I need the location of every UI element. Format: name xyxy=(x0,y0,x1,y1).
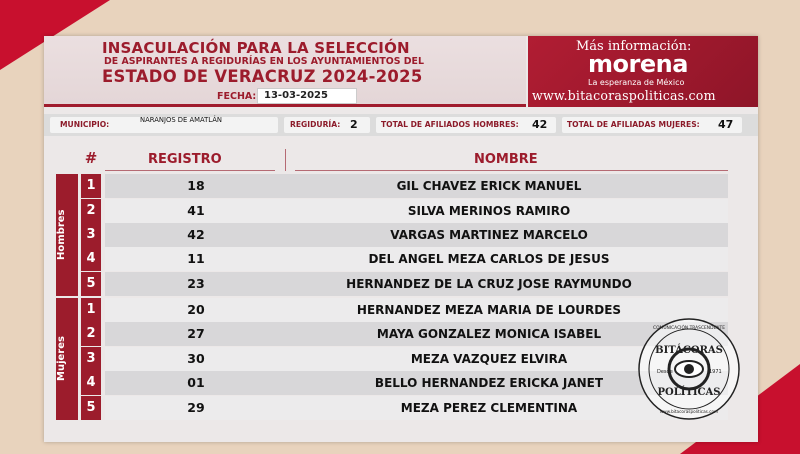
page-subtitle: DE ASPIRANTES A REGIDURÍAS EN LOS AYUNTAMIENTOS DEL xyxy=(104,56,424,67)
mujeres-total-value: 47 xyxy=(718,118,734,131)
table-row xyxy=(105,347,728,371)
municipio-label: MUNICIPIO: xyxy=(60,120,110,129)
registro-cell: 01 xyxy=(187,375,205,390)
group-label-mujeres: Mujeres xyxy=(56,336,67,382)
state-title: ESTADO DE VERACRUZ 2024-2025 xyxy=(102,67,423,86)
column-header-number: # xyxy=(84,149,98,167)
regiduria-field xyxy=(284,117,370,133)
mujeres-total-label: TOTAL DE AFILIADAS MUJERES: xyxy=(567,120,700,129)
group-mujeres xyxy=(56,298,78,420)
nombre-cell: HERNANDEZ MEZA MARIA DE LOURDES xyxy=(356,303,622,317)
row-number: 4 xyxy=(81,247,101,271)
municipio-value: NARANJOS DE AMATLÁN xyxy=(140,116,222,124)
group-hombres xyxy=(56,174,78,296)
registro-cell: 23 xyxy=(187,276,205,291)
group-label-hombres: Hombres xyxy=(56,209,67,261)
registro-cell: 11 xyxy=(187,251,205,266)
table-row xyxy=(105,298,728,322)
table-row xyxy=(105,272,728,296)
registro-cell: 20 xyxy=(187,302,205,317)
row-number: 2 xyxy=(81,322,101,346)
row-number: 5 xyxy=(81,396,101,420)
column-header-registro: REGISTRO xyxy=(148,152,222,167)
nombre-cell: MEZA PEREZ CLEMENTINA xyxy=(400,401,578,415)
table-row xyxy=(105,322,728,346)
nombre-cell: MAYA GONZALEZ MONICA ISABEL xyxy=(376,327,602,341)
table-row xyxy=(105,223,728,247)
info-bar xyxy=(44,114,758,136)
morena-logo: morena xyxy=(588,50,688,78)
regiduria-label: REGIDURÍA: xyxy=(290,120,341,129)
row-number: 3 xyxy=(81,223,101,247)
row-number: 3 xyxy=(81,347,101,371)
row-number: 2 xyxy=(81,199,101,223)
registro-cell: 42 xyxy=(187,227,205,242)
registro-cell: 29 xyxy=(187,400,205,415)
registro-cell: 18 xyxy=(187,178,205,193)
registro-cell: 30 xyxy=(187,351,205,366)
nombre-cell: SILVA MERINOS RAMIRO xyxy=(407,204,571,218)
row-number: 4 xyxy=(81,371,101,395)
table-row xyxy=(105,174,728,198)
nombre-cell: MEZA VAZQUEZ ELVIRA xyxy=(410,352,568,366)
seal-name-line2: POLÍTICAS xyxy=(657,387,721,398)
table-row xyxy=(105,371,728,395)
seal-name-line1: BITÁCORAS xyxy=(655,345,723,356)
seal-top-text: COMUNICACIÓN TRASCENDENTE xyxy=(653,326,725,331)
morena-tagline: La esperanza de México xyxy=(588,78,685,87)
registro-cell: 41 xyxy=(187,203,205,218)
nombre-cell: VARGAS MARTINEZ MARCELO xyxy=(390,228,588,242)
seal-desde: Desde xyxy=(657,369,673,375)
nombre-cell: HERNANDEZ DE LA CRUZ JOSE RAYMUNDO xyxy=(346,277,632,291)
more-info-label: Más información: xyxy=(576,39,692,54)
header-underline-nombre xyxy=(295,170,728,171)
seal-year: 1971 xyxy=(709,369,722,375)
row-number: 1 xyxy=(81,174,101,198)
hombres-total-label: TOTAL DE AFILIADOS HOMBRES: xyxy=(381,120,519,129)
branding-panel xyxy=(528,36,758,107)
registro-cell: 27 xyxy=(187,326,205,341)
column-header-nombre: NOMBRE xyxy=(474,152,538,167)
row-number: 5 xyxy=(81,272,101,296)
nombre-cell: GIL CHAVEZ ERICK MANUEL xyxy=(396,179,582,193)
header-underline-registro xyxy=(105,170,275,171)
table-row xyxy=(105,396,728,420)
header-separator xyxy=(285,149,286,171)
seal-graphic xyxy=(637,317,741,421)
bitacoras-watermark-seal xyxy=(637,317,741,421)
hombres-total-field xyxy=(376,117,556,133)
seal-url: www.bitacoraspoliticas.com xyxy=(659,409,719,414)
nombre-cell: BELLO HERNANDEZ ERICKA JANET xyxy=(374,376,604,390)
table-row xyxy=(105,199,728,223)
regiduria-value: 2 xyxy=(350,118,358,131)
table-row xyxy=(105,247,728,271)
row-number: 1 xyxy=(81,298,101,322)
date-label: FECHA: xyxy=(217,91,257,102)
header-banner xyxy=(44,36,526,107)
date-value: 13-03-2025 xyxy=(257,88,357,104)
mujeres-total-field xyxy=(562,117,742,133)
hombres-total-value: 42 xyxy=(532,118,548,131)
website-link[interactable]: www.bitacoraspoliticas.com xyxy=(532,88,716,103)
nombre-cell: DEL ANGEL MEZA CARLOS DE JESUS xyxy=(368,252,610,266)
municipio-field xyxy=(50,117,278,133)
page-title: INSACULACIÓN PARA LA SELECCIÓN xyxy=(102,39,410,57)
